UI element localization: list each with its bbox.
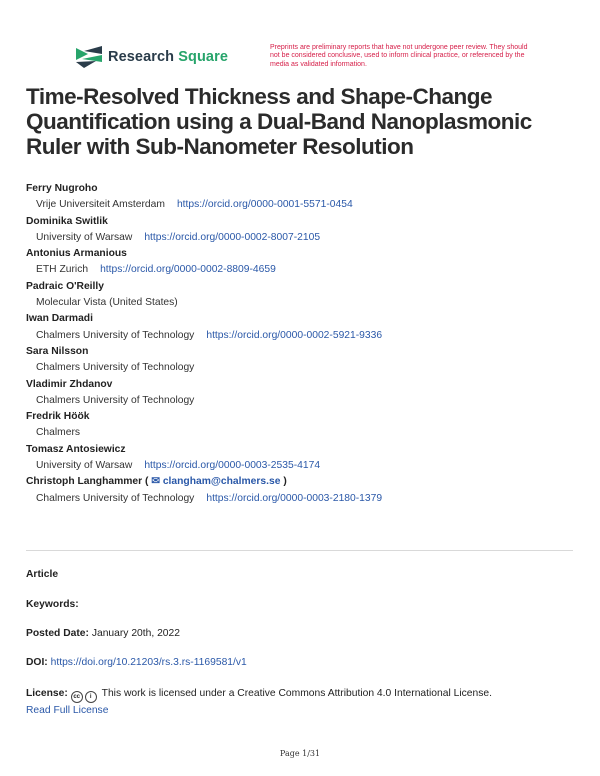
author-name: Tomasz Antosiewicz	[26, 443, 126, 455]
author-name: Padraic O'Reilly	[26, 280, 104, 292]
author-affiliation: Vrije Universiteit Amsterdam https://orcid.org/0000-0001-5571-0454	[36, 199, 353, 211]
orcid-link[interactable]: https://orcid.org/0000-0002-8007-2105	[144, 231, 321, 243]
author-name: Iwan Darmadi	[26, 313, 93, 325]
doi-link[interactable]: https://doi.org/10.21203/rs.3.rs-1169581/v1	[50, 657, 247, 668]
header	[0, 0, 600, 80]
cc-by-icon: cc i	[71, 691, 99, 703]
author-affiliation: Chalmers University of Technology	[36, 362, 195, 374]
orcid-link[interactable]: https://orcid.org/0000-0001-5571-0454	[176, 199, 353, 211]
author-name: Ferry Nugroho	[26, 183, 98, 194]
author-affiliation: Chalmers University of Technology	[36, 394, 195, 406]
orcid-link[interactable]: https://orcid.org/0000-0002-8809-4659	[100, 264, 276, 276]
divider	[26, 550, 573, 551]
logo-text: Research Square	[108, 49, 228, 65]
corresponding-author-name: Christoph Langhammer ( ✉ clangham@chalmers.se )	[26, 476, 287, 488]
author-name: Sara Nilsson	[26, 345, 89, 357]
page-number: Page 1/31	[279, 749, 321, 758]
doi: DOI: https://doi.org/10.21203/rs.3.rs-1169581/v1	[26, 657, 247, 668]
author-name: Dominika Switlik	[26, 215, 108, 227]
author-affiliation: Molecular Vista (United States)	[36, 297, 178, 309]
research-square-logo[interactable]	[76, 46, 228, 68]
author-name: Antonius Armanious	[26, 248, 127, 260]
author-name: Fredrik Höök	[26, 411, 90, 423]
article-type: Article	[26, 569, 59, 580]
orcid-link[interactable]: https://orcid.org/0000-0002-5921-9336	[206, 329, 383, 341]
author-affiliation: University of Warsaw https://orcid.org/0000-0003-2535-4174	[36, 460, 321, 472]
license: License: cc i This work is licensed under a Creative Commons Attribution 4.0 International License. Read Full License	[26, 688, 492, 716]
research-square-logo-icon	[76, 46, 102, 68]
envelope-icon: ✉	[151, 476, 160, 488]
author-affiliation: Chalmers University of Technology https://orcid.org/0000-0003-2180-1379	[36, 492, 383, 504]
keywords: Keywords:	[26, 599, 79, 610]
author-email-link[interactable]: ✉ clangham@chalmers.se	[151, 476, 281, 488]
read-full-license-link[interactable]: Read Full License	[26, 705, 109, 716]
author-affiliation: Chalmers University of Technology https://orcid.org/0000-0002-5921-9336	[36, 329, 383, 341]
posted-date: Posted Date: January 20th, 2022	[26, 628, 180, 639]
orcid-link[interactable]: https://orcid.org/0000-0003-2180-1379	[206, 492, 383, 504]
author-name: Vladimir Zhdanov	[26, 378, 113, 390]
orcid-link[interactable]: https://orcid.org/0000-0003-2535-4174	[144, 460, 321, 472]
author-list	[26, 181, 586, 507]
author-affiliation: University of Warsaw https://orcid.org/0000-0002-8007-2105	[36, 231, 321, 243]
author-affiliation: Chalmers	[36, 427, 81, 439]
author-affiliation: ETH Zurich https://orcid.org/0000-0002-8809-4659	[36, 264, 276, 276]
paper-title: Time-Resolved Thickness and Shape-Change Quantification using a Dual-Band Nanoplasmonic Ruler with Sub-Nanometer Resolution	[26, 84, 532, 159]
preprint-notice: Preprints are preliminary reports that have not undergone peer review. They should not be considered conclusive, used to inform clinical practice, or referenced by the media as validated information.	[270, 44, 528, 68]
